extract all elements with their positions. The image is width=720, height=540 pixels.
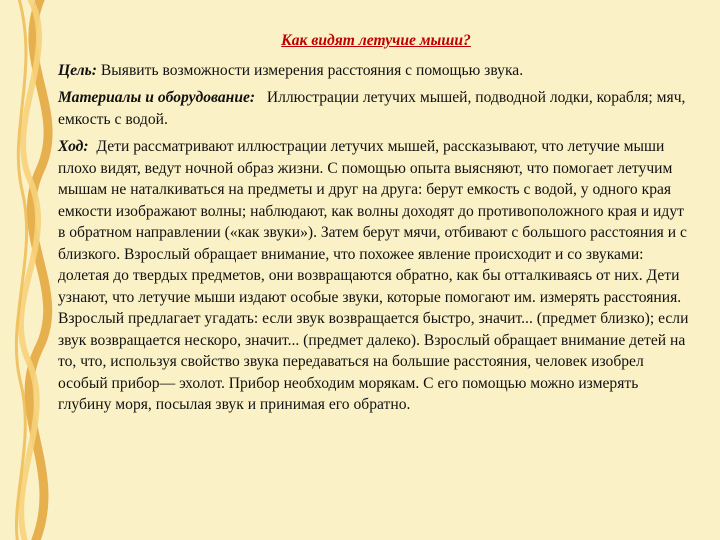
ribbon-stroke-thin (16, 0, 26, 540)
procedure-paragraph (58, 136, 694, 416)
goal-paragraph (58, 60, 694, 82)
procedure-text: Дети рассматривают иллюстрации летучих мышей, рассказывают, что летучие мыши плохо видят, ведут ночной образ жизни. С помощью опыта выясняют, что помогает летучим мышам не наталкиваться на предметы и друг на друга: берут емкость с водой, у одного края емкости изображают волны; наблюдают, как волны доходят до противоположного края и идут в обратном направлении («как звуки»). Затем берут мячи, отбивают с большого расстояния и с близкого. Взрослый обращает внимание, что похожее явление происходит и со звуками: долетая до твердых предметов, они возвращаются обратно, как бы отталкиваясь от них. Дети узнают, что летучие мыши издают особые звуки, которые помогают им. измерять расстояния. Взрослый предлагает угадать: если звук возвращается быстро, значит... (предмет близко); если звук возвращается нескоро, значит... (предмет далеко). Взрослый обращает внимание детей на то, что, используя свойство звука передаваться на большие расстояния, человек изобрел особый прибор— эхолот. Прибор необходим морякам. С его помощью можно измерять глубину моря, посылая звук и принимая его обратно. (58, 138, 689, 413)
materials-label: Материалы и оборудование: (58, 89, 256, 106)
slide-content (58, 30, 694, 422)
goal-text: Выявить возможности измерения расстояния с помощью звука. (100, 61, 524, 79)
materials-paragraph (58, 87, 694, 130)
materials-text: Иллюстрации летучих мышей, подводной лодки, корабля; мяч, емкость с водой. (58, 89, 686, 128)
procedure-label: Ход: (58, 138, 89, 155)
slide-title: Как видят летучие мыши? (281, 32, 471, 49)
goal-label: Цель: (58, 61, 97, 79)
